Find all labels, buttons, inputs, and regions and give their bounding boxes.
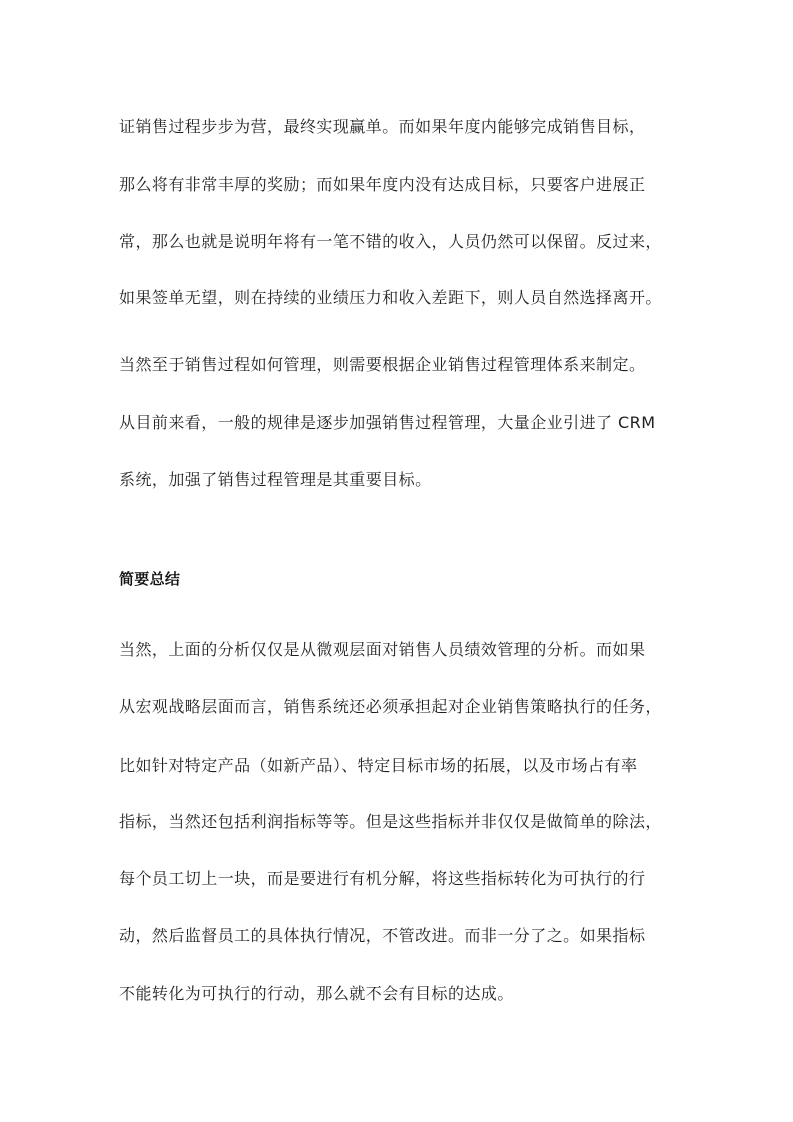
summary-line-2: 从宏观战略层面而言，销售系统还必须承担起对企业销售策略执行的任务，: [119, 697, 662, 716]
summary-line-6: 动，然后监督员工的具体执行情况，不管改进。而非一分了之。如果指标: [119, 926, 646, 945]
summary-line-3: 比如针对特定产品（如新产品）、特定目标市场的拓展，以及市场占有率: [119, 756, 638, 775]
summary-line-7: 不能转化为可执行的行动，那么就不会有目标的达成。: [119, 984, 514, 1003]
summary-line-5: 每个员工切上一块，而是要进行有机分解，将这些指标转化为可执行的行: [119, 869, 646, 888]
paragraph-2-line-1: 当然至于销售过程如何管理，则需要根据企业销售过程管理体系来制定。: [119, 355, 646, 374]
section-heading: 简要总结: [119, 570, 181, 588]
paragraph-1-line-2: 那么将有非常丰厚的奖励；而如果年度内没有达成目标，只要客户进展正: [119, 175, 646, 194]
paragraph-2-line-3: 系统，加强了销售过程管理是其重要目标。: [119, 470, 432, 489]
paragraph-1-line-4: 如果签单无望，则在持续的业绩压力和收入差距下，则人员自然选择离开。: [119, 288, 662, 307]
summary-line-4: 指标，当然还包括利润指标等等。但是这些指标并非仅仅是做简单的除法，: [119, 812, 662, 831]
paragraph-1-line-1: 证销售过程步步为营，最终实现赢单。而如果年度内能够完成销售目标，: [119, 117, 646, 136]
paragraph-2-line-2: 从目前来看，一般的规律是逐步加强销售过程管理，大量企业引进了 CRM: [119, 413, 656, 432]
paragraph-1-line-3: 常，那么也就是说明年将有一笔不错的收入，人员仍然可以保留。反过来，: [119, 232, 662, 251]
summary-line-1: 当然，上面的分析仅仅是从微观层面对销售人员绩效管理的分析。而如果: [119, 640, 646, 659]
